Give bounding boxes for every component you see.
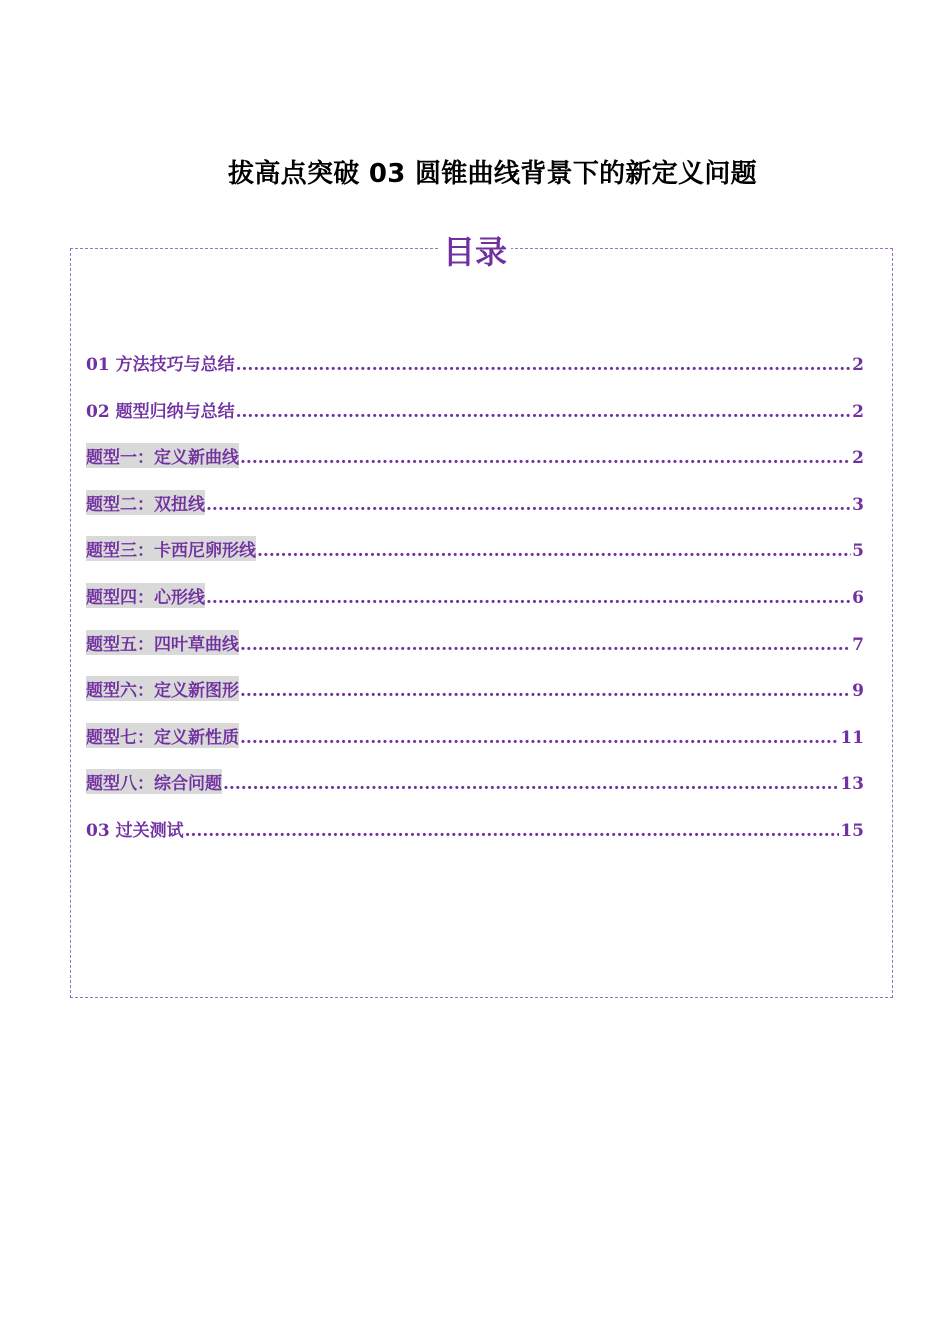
toc-entry-page: 6 [852,587,864,608]
toc-leader-dots [257,541,851,561]
toc-entry-type-3[interactable] [86,536,864,583]
toc-leader-dots [223,774,839,794]
toc-entry-label: 题型七：定义新性质 [86,723,239,748]
toc-entry-label: 03 过关测试 [86,820,184,841]
toc-entry-label: 题型一：定义新曲线 [86,443,239,468]
toc-entry-page: 2 [852,355,864,375]
toc-entry-page: 2 [852,401,864,422]
toc-entry-page: 11 [840,727,864,748]
toc-entry-page: 7 [852,634,864,655]
toc-list [86,350,864,863]
toc-entry-types-summary[interactable] [86,397,864,444]
toc-heading: 目录 [439,230,511,274]
toc-leader-dots [206,588,851,608]
toc-leader-dots [240,448,851,468]
toc-entry-type-8[interactable] [86,769,864,816]
toc-entry-page: 5 [852,541,864,562]
toc-entry-type-4[interactable] [86,583,864,630]
toc-leader-dots [236,402,852,422]
toc-entry-label: 题型五：四叶草曲线 [86,630,239,655]
toc-entry-label: 题型四：心形线 [86,583,205,608]
toc-entry-type-5[interactable] [86,630,864,677]
toc-entry-type-6[interactable] [86,676,864,723]
toc-entry-page: 9 [852,681,864,702]
toc-entry-tests[interactable] [86,816,864,863]
toc-leader-dots [236,355,852,375]
toc-entry-methods-summary[interactable] [86,350,864,397]
toc-entry-page: 2 [852,448,864,469]
toc-entry-page: 13 [840,774,864,795]
toc-entry-label: 题型八：综合问题 [86,769,222,794]
toc-entry-type-2[interactable] [86,490,864,537]
toc-entry-label: 01 方法技巧与总结 [86,355,235,375]
toc-leader-dots [206,495,851,515]
toc-entry-type-1[interactable] [86,443,864,490]
toc-entry-page: 3 [852,494,864,515]
toc-leader-dots [240,728,839,748]
toc-entry-label: 02 题型归纳与总结 [86,401,235,422]
toc-leader-dots [185,821,840,841]
toc-entry-label: 题型三：卡西尼卵形线 [86,536,256,561]
document-title: 拔高点突破 03 圆锥曲线背景下的新定义问题 [228,159,757,189]
toc-entry-page: 15 [840,820,864,841]
toc-leader-dots [240,681,851,701]
toc-entry-type-7[interactable] [86,723,864,770]
toc-entry-label: 题型二：双扭线 [86,490,205,515]
toc-leader-dots [240,635,851,655]
toc-entry-label: 题型六：定义新图形 [86,676,239,701]
